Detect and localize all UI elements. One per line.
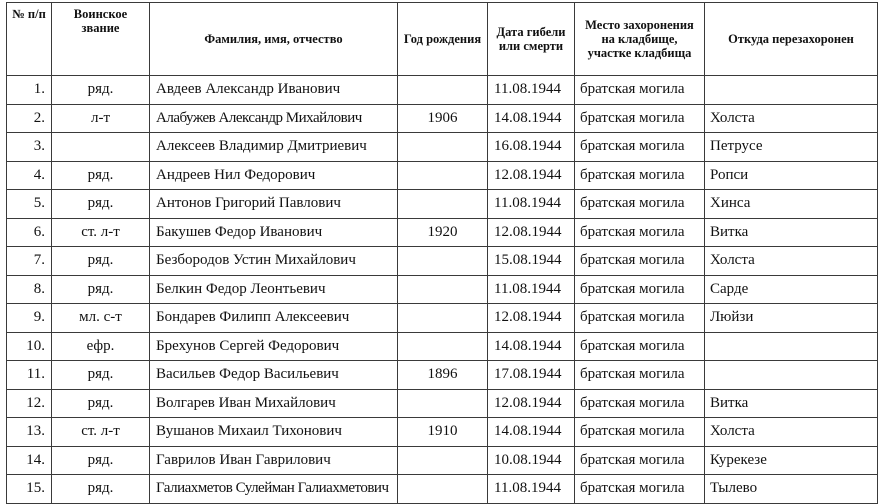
cell-num: 2. (7, 104, 52, 133)
cell-rank: л-т (52, 104, 150, 133)
cell-death-date: 11.08.1944 (488, 475, 575, 504)
cell-rank: ряд. (52, 275, 150, 304)
cell-name: Галиахметов Сулейман Галиахметович (150, 475, 398, 504)
cell-num: 1. (7, 76, 52, 105)
cell-rank: ефр. (52, 332, 150, 361)
cell-burial-place: братская могила (575, 304, 705, 333)
cell-birth-year (398, 446, 488, 475)
cell-rank: ряд. (52, 76, 150, 105)
cell-burial-place: братская могила (575, 76, 705, 105)
cell-num: 8. (7, 275, 52, 304)
cell-death-date: 11.08.1944 (488, 190, 575, 219)
cell-death-date: 12.08.1944 (488, 161, 575, 190)
cell-num: 14. (7, 446, 52, 475)
cell-name: Алабужев Александр Михайлович (150, 104, 398, 133)
cell-reburied-from: Люйзи (705, 304, 878, 333)
cell-birth-year (398, 133, 488, 162)
cell-reburied-from: Витка (705, 389, 878, 418)
cell-birth-year: 1906 (398, 104, 488, 133)
cell-reburied-from: Курекезе (705, 446, 878, 475)
cell-num: 13. (7, 418, 52, 447)
cell-reburied-from: Холста (705, 104, 878, 133)
cell-death-date: 12.08.1944 (488, 218, 575, 247)
cell-burial-place: братская могила (575, 161, 705, 190)
cell-death-date: 10.08.1944 (488, 446, 575, 475)
cell-rank: ряд. (52, 190, 150, 219)
cell-burial-place: братская могила (575, 332, 705, 361)
cell-birth-year (398, 247, 488, 276)
header-death-date: Дата гибели или смерти (488, 3, 575, 76)
cell-name: Гаврилов Иван Гаврилович (150, 446, 398, 475)
cell-burial-place: братская могила (575, 190, 705, 219)
cell-burial-place: братская могила (575, 418, 705, 447)
cell-name: Белкин Федор Леонтьевич (150, 275, 398, 304)
cell-name: Брехунов Сергей Федорович (150, 332, 398, 361)
header-reburied-from: Откуда перезахоронен (705, 3, 878, 76)
cell-rank: ст. л-т (52, 418, 150, 447)
table-row (7, 475, 878, 504)
cell-death-date: 12.08.1944 (488, 389, 575, 418)
cell-reburied-from: Хинса (705, 190, 878, 219)
cell-rank: ст. л-т (52, 218, 150, 247)
cell-name: Антонов Григорий Павлович (150, 190, 398, 219)
cell-name: Волгарев Иван Михайлович (150, 389, 398, 418)
cell-rank: ряд. (52, 161, 150, 190)
table-row (7, 389, 878, 418)
cell-num: 15. (7, 475, 52, 504)
cell-birth-year (398, 275, 488, 304)
header-burial-place: Место захоронения на кладбище, участке кладбища (575, 3, 705, 76)
cell-birth-year (398, 161, 488, 190)
burial-register-table (6, 2, 878, 504)
cell-rank: ряд. (52, 247, 150, 276)
cell-reburied-from: Сарде (705, 275, 878, 304)
cell-name: Алексеев Владимир Дмитриевич (150, 133, 398, 162)
cell-birth-year (398, 332, 488, 361)
cell-death-date: 14.08.1944 (488, 418, 575, 447)
table-row (7, 76, 878, 105)
table-row (7, 275, 878, 304)
cell-burial-place: братская могила (575, 104, 705, 133)
cell-birth-year: 1920 (398, 218, 488, 247)
cell-reburied-from (705, 332, 878, 361)
cell-death-date: 17.08.1944 (488, 361, 575, 390)
table-row (7, 104, 878, 133)
cell-burial-place: братская могила (575, 133, 705, 162)
cell-name: Бакушев Федор Иванович (150, 218, 398, 247)
cell-num: 12. (7, 389, 52, 418)
cell-reburied-from: Петрусе (705, 133, 878, 162)
cell-num: 5. (7, 190, 52, 219)
table-body (7, 76, 878, 504)
cell-num: 9. (7, 304, 52, 333)
cell-name: Васильев Федор Васильевич (150, 361, 398, 390)
cell-num: 10. (7, 332, 52, 361)
cell-name: Авдеев Александр Иванович (150, 76, 398, 105)
table-row (7, 190, 878, 219)
cell-rank: ряд. (52, 475, 150, 504)
cell-name: Вушанов Михаил Тихонович (150, 418, 398, 447)
cell-death-date: 14.08.1944 (488, 332, 575, 361)
table-row (7, 218, 878, 247)
cell-burial-place: братская могила (575, 361, 705, 390)
cell-name: Бондарев Филипп Алексеевич (150, 304, 398, 333)
cell-birth-year (398, 475, 488, 504)
cell-burial-place: братская могила (575, 218, 705, 247)
cell-birth-year (398, 76, 488, 105)
cell-reburied-from: Ропси (705, 161, 878, 190)
table-row (7, 361, 878, 390)
cell-name: Андреев Нил Федорович (150, 161, 398, 190)
cell-death-date: 15.08.1944 (488, 247, 575, 276)
cell-death-date: 12.08.1944 (488, 304, 575, 333)
cell-birth-year (398, 190, 488, 219)
header-name: Фамилия, имя, отчество (150, 3, 398, 76)
cell-num: 3. (7, 133, 52, 162)
cell-rank: ряд. (52, 361, 150, 390)
cell-death-date: 11.08.1944 (488, 76, 575, 105)
header-rank: Воинское звание (52, 3, 150, 76)
table-header-row (7, 3, 878, 76)
cell-burial-place: братская могила (575, 275, 705, 304)
cell-birth-year (398, 304, 488, 333)
cell-reburied-from: Тылево (705, 475, 878, 504)
cell-rank: ряд. (52, 446, 150, 475)
table-row (7, 247, 878, 276)
cell-death-date: 11.08.1944 (488, 275, 575, 304)
cell-death-date: 14.08.1944 (488, 104, 575, 133)
cell-rank: ряд. (52, 389, 150, 418)
cell-reburied-from: Холста (705, 247, 878, 276)
cell-burial-place: братская могила (575, 475, 705, 504)
cell-reburied-from: Холста (705, 418, 878, 447)
cell-name: Безбородов Устин Михайлович (150, 247, 398, 276)
table-row (7, 161, 878, 190)
header-birth-year: Год рождения (398, 3, 488, 76)
cell-num: 6. (7, 218, 52, 247)
table-row (7, 332, 878, 361)
table-row (7, 446, 878, 475)
cell-birth-year (398, 389, 488, 418)
cell-num: 4. (7, 161, 52, 190)
cell-reburied-from (705, 361, 878, 390)
cell-birth-year: 1910 (398, 418, 488, 447)
table-row (7, 133, 878, 162)
table-row (7, 418, 878, 447)
header-num: № п/п (7, 3, 52, 76)
cell-num: 7. (7, 247, 52, 276)
cell-death-date: 16.08.1944 (488, 133, 575, 162)
cell-birth-year: 1896 (398, 361, 488, 390)
cell-rank: мл. с-т (52, 304, 150, 333)
cell-reburied-from: Витка (705, 218, 878, 247)
cell-reburied-from (705, 76, 878, 105)
cell-burial-place: братская могила (575, 389, 705, 418)
cell-num: 11. (7, 361, 52, 390)
cell-burial-place: братская могила (575, 446, 705, 475)
cell-burial-place: братская могила (575, 247, 705, 276)
burial-register-sheet (6, 2, 877, 500)
table-row (7, 304, 878, 333)
cell-rank (52, 133, 150, 162)
